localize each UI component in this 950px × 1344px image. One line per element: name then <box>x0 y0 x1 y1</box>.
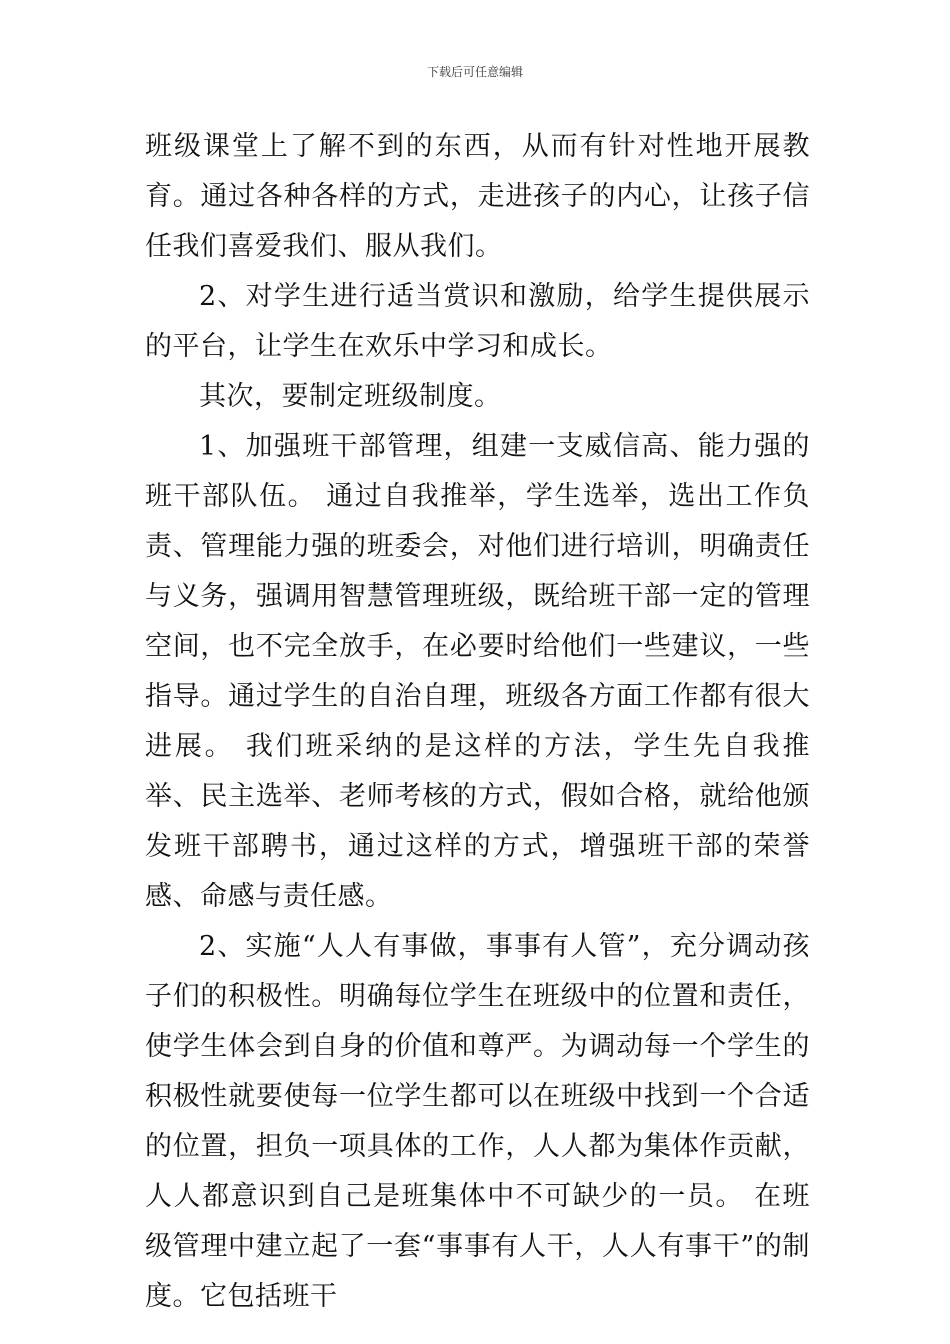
page-header-note: 下载后可任意编辑 <box>426 65 523 79</box>
paragraph-point-1-cadre-management: 1、加强班干部管理，组建一支威信高、能力强的班干部队伍。 通过自我推举，学生选举，选出工作负责、管理能力强的班委会，对他们进行培训，明确责任与义务，强调用智慧管理班级，既给班干部一定的管理空间，也不完全放手，在必要时给他们一些建议，一些指导。通过学生的自治自理，班级各方面工作都有很大进展。 我们班采纳的是这样的方法，学生先自我推举、民主选举、老师考核的方式，假如合格，就给他颁发班干部聘书，通过这样的方式，增强班干部的荣誉感、命感与责任感。 <box>145 431 810 912</box>
document-body <box>145 122 810 1322</box>
paragraph-section-heading: 其次，要制定班级制度。 <box>199 381 502 412</box>
paragraph-point-2-appreciation: 2、对学生进行适当赏识和激励，给学生提供展示的平台，让学生在欢乐中学习和成长。 <box>145 281 810 362</box>
paragraph-point-2-everyone-has-task: 2、实施“人人有事做，事事有人管”，充分调动孩子们的积极性。明确每位学生在班级中的位置和责任，使学生体会到自身的价值和尊严。为调动每一个学生的积极性就要使每一位学生都可以在班级中找到一个合适的位置，担负一项具体的工作，人人都为集体作贡献，人人都意识到自己是班集体中不可缺少的一员。 在班级管理中建立起了一套“事事有人干，人人有事干”的制度。它包括班干 <box>145 931 810 1312</box>
paragraph-continuation: 班级课堂上了解不到的东西，从而有针对性地开展教育。通过各种各样的方式，走进孩子的内心，让孩子信任我们喜爱我们、服从我们。 <box>145 131 810 262</box>
